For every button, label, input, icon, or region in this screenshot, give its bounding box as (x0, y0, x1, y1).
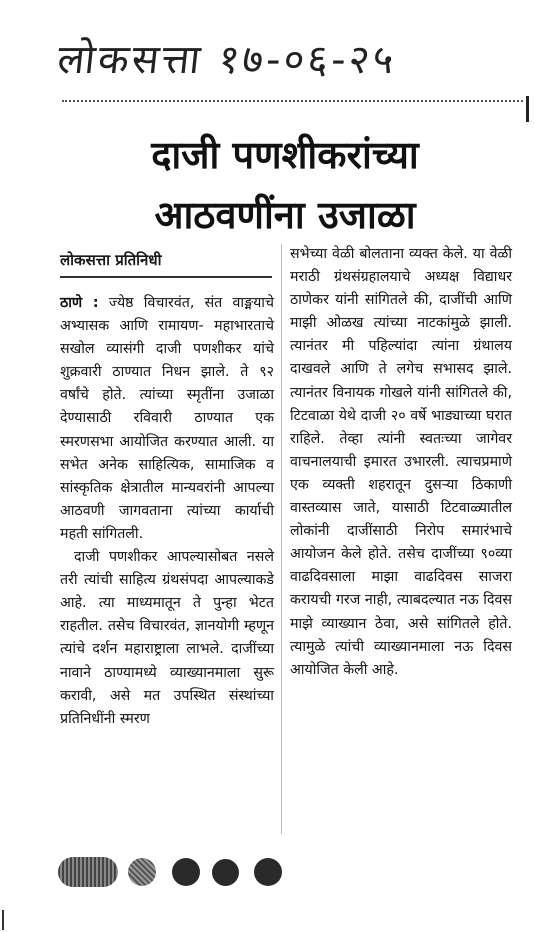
registration-mark (128, 858, 156, 886)
paragraph-3: सभेच्या वेळी बोलताना व्यक्त केले. या वेळी मराठी ग्रंथसंग्रहालयाचे अध्यक्ष विद्याधर ठाणेकर यांनी सांगितले की, दाजींची आणि माझी ओळख त्यांच्या नाटकांमुळे झाली. त्यानंतर मी पहिल्यांदा त्यांना ग्रंथालय दाखवले आणि ते लगेच सभासद झाले. त्यानंतर विनायक गोखले यांनी सांगितले की, टिटवाळा येथे दाजी २० वर्षे भाड्याच्या घरात राहिले. तेव्हा त्यांनी स्वतःच्या जागेवर वाचनालयाची इमारत उभारली. त्याचप्रमाणे एक व्यक्ती शहरातून दुसऱ्या ठिकाणी वास्तव्यास जाते, यासाठी टिटवाळ्यातील लोकांनी दाजींसाठी निरोप समारंभाचे आयोजन केले होते. तसेच दाजींच्या ९०व्या वाढदिवसाला माझा वाढदिवस साजरा करायची गरज नाही, त्याबदल्यात नऊ दिवस माझे व्याख्यान ठेवा, असे सांगितले होते. त्यामुळे त्यांची व्याख्यानमाला नऊ दिवस आयोजित केली आहे. (290, 246, 512, 678)
handwritten-date-note: लोकसत्ता १७-०६-२५ (55, 37, 399, 83)
headline-line-2: आठवणींना उजाळा (154, 193, 416, 237)
dotted-divider (62, 100, 523, 102)
dateline: ठाणे : (60, 295, 99, 311)
column-divider (281, 244, 282, 834)
registration-mark (212, 859, 239, 886)
scan-edge-mark (2, 910, 4, 930)
registration-mark (172, 858, 200, 886)
paragraph-2: दाजी पणशीकर आपल्यासोबत नसले तरी त्यांची साहित्य ग्रंथसंपदा आपल्याकडे आहे. त्या माध्यमातून ते पुन्हा भेटत राहतील. तसेच विचारवंत, ज्ञानयोगी म्हणून त्यांचे दर्शन महाराष्ट्राला लाभले. दाजींच्या नावाने ठाण्यामध्ये व्याख्यानमाला सुरू करावी, असे मत उपस्थित संस्थांच्या प्रतिनिधींनी स्मरण (60, 549, 274, 727)
registration-mark (254, 858, 282, 886)
headline-line-1: दाजी पणशीकरांच्या (151, 133, 419, 177)
byline: लोकसत्ता प्रतिनिधी (60, 250, 272, 278)
article-column-right (290, 243, 512, 682)
registration-mark (58, 857, 118, 887)
article-column-left (60, 292, 274, 731)
paragraph-1 (60, 292, 274, 546)
clipping-edge-mark (526, 96, 529, 122)
paragraph-1-text: ज्येष्ठ विचारवंत, संत वाङ्मयाचे अभ्यासक आणि रामायण- महाभारताचे सखोल व्यासंगी दाजी पणशीकर यांचे शुक्रवारी ठाण्यात निधन झाले. ते ९२ वर्षांचे होते. त्यांच्या स्मृतींना उजाळा देण्यासाठी रविवारी ठाण्यात एक स्मरणसभा आयोजित करण्यात आली. या सभेत अनेक साहित्यिक, सामाजिक व सांस्कृतिक क्षेत्रातील मान्यवरांनी आपल्या आठवणी जागवताना त्यांच्या कार्याची महती सांगितली. (60, 295, 274, 542)
